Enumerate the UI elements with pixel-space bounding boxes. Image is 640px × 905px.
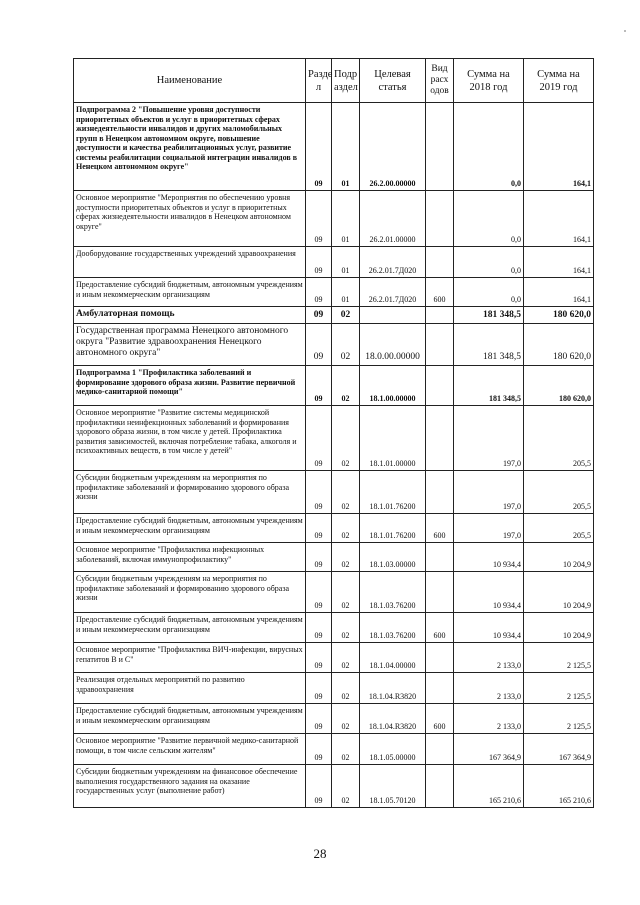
row-name-cell: Предоставление субсидий бюджетным, автономным учреждениям и иным некоммерческим организациям: [74, 613, 306, 643]
row-razdel-cell: 09: [306, 324, 332, 366]
row-expense-type-cell: 600: [426, 278, 454, 307]
row-sum-2019-cell: 2 125,5: [524, 643, 594, 673]
table-row: [74, 471, 594, 514]
row-razdel-cell: 09: [306, 191, 332, 247]
table-row: [74, 514, 594, 543]
row-sum-2019-cell: 165 210,6: [524, 765, 594, 808]
row-expense-type-cell: [426, 324, 454, 366]
row-sum-2019-cell: 10 204,9: [524, 572, 594, 613]
row-target-article-cell: 18.1.04.00000: [360, 643, 426, 673]
table-row: [74, 278, 594, 307]
table-row: [74, 307, 594, 324]
row-sum-2019-cell: 180 620,0: [524, 324, 594, 366]
row-name-cell: Основное мероприятие "Развитие системы медицинской профилактики неинфекционных заболеваний и формирования здорового образа жизни, в том числе у детей. Профилактика развития зависимостей, включая потребление табака, алкоголя и психоактивных веществ, в том числе у детей": [74, 406, 306, 471]
row-name-cell: Реализация отдельных мероприятий по развитию здравоохранения: [74, 673, 306, 704]
header-podrazdel: Подр аздел: [332, 59, 360, 103]
header-sum-2018: Сумма на 2018 год: [454, 59, 524, 103]
row-sum-2018-cell: 10 934,4: [454, 543, 524, 572]
row-name-cell: Субсидии бюджетным учреждениям на мероприятия по профилактике заболеваний и формированию здорового образа жизни: [74, 471, 306, 514]
row-expense-type-cell: [426, 734, 454, 765]
row-sum-2019-cell: 164,1: [524, 103, 594, 191]
row-razdel-cell: 09: [306, 572, 332, 613]
row-sum-2018-cell: 0,0: [454, 278, 524, 307]
row-sum-2018-cell: 197,0: [454, 406, 524, 471]
row-name-cell: Государственная программа Ненецкого автономного округа "Развитие здравоохранения Ненецкого автономного округа": [74, 324, 306, 366]
row-sum-2018-cell: 2 133,0: [454, 673, 524, 704]
table-row: [74, 543, 594, 572]
row-name-cell: Основное мероприятие "Профилактика ВИЧ-инфекции, вирусных гепатитов В и С": [74, 643, 306, 673]
row-sum-2018-cell: 181 348,5: [454, 307, 524, 324]
row-sum-2018-cell: 165 210,6: [454, 765, 524, 808]
row-podrazdel-cell: 02: [332, 704, 360, 734]
table-row: [74, 103, 594, 191]
row-target-article-cell: 18.1.01.00000: [360, 406, 426, 471]
table-row: [74, 673, 594, 704]
row-target-article-cell: 18.1.01.76200: [360, 514, 426, 543]
row-expense-type-cell: [426, 673, 454, 704]
row-name-cell: Субсидии бюджетным учреждениям на мероприятия по профилактике заболеваний и формированию здорового образа жизни: [74, 572, 306, 613]
budget-table-page: [73, 58, 593, 808]
row-target-article-cell: 18.1.00.00000: [360, 366, 426, 406]
row-target-article-cell: 18.1.01.76200: [360, 471, 426, 514]
header-target-article: Целевая статья: [360, 59, 426, 103]
row-target-article-cell: 18.1.05.00000: [360, 734, 426, 765]
row-expense-type-cell: 600: [426, 704, 454, 734]
row-sum-2018-cell: 0,0: [454, 191, 524, 247]
row-razdel-cell: 09: [306, 643, 332, 673]
row-target-article-cell: 18.0.00.00000: [360, 324, 426, 366]
row-sum-2019-cell: 164,1: [524, 247, 594, 278]
row-razdel-cell: 09: [306, 278, 332, 307]
row-expense-type-cell: 600: [426, 514, 454, 543]
row-razdel-cell: 09: [306, 366, 332, 406]
row-sum-2018-cell: 10 934,4: [454, 572, 524, 613]
row-razdel-cell: 09: [306, 673, 332, 704]
row-sum-2019-cell: 164,1: [524, 278, 594, 307]
row-podrazdel-cell: 02: [332, 406, 360, 471]
row-expense-type-cell: [426, 307, 454, 324]
row-expense-type-cell: [426, 366, 454, 406]
row-expense-type-cell: [426, 191, 454, 247]
table-header-row: [74, 59, 594, 103]
table-body: [74, 103, 594, 808]
row-podrazdel-cell: 02: [332, 324, 360, 366]
row-name-cell: Основное мероприятие "Развитие первичной медико-санитарной помощи, в том числе сельским жителям": [74, 734, 306, 765]
row-sum-2018-cell: 2 133,0: [454, 704, 524, 734]
row-razdel-cell: 09: [306, 406, 332, 471]
row-target-article-cell: 18.1.03.76200: [360, 572, 426, 613]
row-target-article-cell: 18.1.03.76200: [360, 613, 426, 643]
row-sum-2018-cell: 181 348,5: [454, 324, 524, 366]
row-sum-2019-cell: 205,5: [524, 514, 594, 543]
row-razdel-cell: 09: [306, 734, 332, 765]
row-sum-2018-cell: 197,0: [454, 471, 524, 514]
row-expense-type-cell: [426, 765, 454, 808]
row-name-cell: Основное мероприятие "Профилактика инфекционных заболеваний, включая иммунопрофилактику": [74, 543, 306, 572]
row-sum-2019-cell: 205,5: [524, 406, 594, 471]
row-expense-type-cell: [426, 643, 454, 673]
row-razdel-cell: 09: [306, 543, 332, 572]
row-sum-2019-cell: 2 125,5: [524, 673, 594, 704]
row-podrazdel-cell: 02: [332, 643, 360, 673]
row-name-cell: Предоставление субсидий бюджетным, автономным учреждениям и иным некоммерческим организациям: [74, 704, 306, 734]
row-sum-2019-cell: 10 204,9: [524, 543, 594, 572]
row-podrazdel-cell: 01: [332, 103, 360, 191]
row-expense-type-cell: [426, 247, 454, 278]
budget-table: [73, 58, 594, 808]
header-name: Наименование: [74, 59, 306, 103]
row-expense-type-cell: 600: [426, 613, 454, 643]
table-row: [74, 643, 594, 673]
row-name-cell: Предоставление субсидий бюджетным, автономным учреждениям и иным некоммерческим организациям: [74, 278, 306, 307]
row-podrazdel-cell: 02: [332, 613, 360, 643]
page-number: 28: [313, 846, 327, 861]
row-podrazdel-cell: 02: [332, 307, 360, 324]
row-sum-2018-cell: 2 133,0: [454, 643, 524, 673]
row-sum-2019-cell: 205,5: [524, 471, 594, 514]
row-podrazdel-cell: 02: [332, 673, 360, 704]
row-razdel-cell: 09: [306, 247, 332, 278]
table-row: [74, 704, 594, 734]
row-name-cell: Подпрограмма 2 "Повышение уровня доступности приоритетных объектов и услуг в приоритетных сферах жизнедеятельности инвалидов и других маломобильных групп в Ненецком автономном округе, повышение доступности и качества реабилитационных услуг, развитие системы реабилитации социальной интеграции инвалидов в Ненецком автономном округе": [74, 103, 306, 191]
row-razdel-cell: 09: [306, 307, 332, 324]
row-target-article-cell: 26.2.01.7Д020: [360, 247, 426, 278]
row-name-cell: Дооборудование государственных учреждений здравоохранения: [74, 247, 306, 278]
row-sum-2019-cell: 167 364,9: [524, 734, 594, 765]
row-sum-2018-cell: 0,0: [454, 103, 524, 191]
row-expense-type-cell: [426, 471, 454, 514]
header-sum-2019: Сумма на 2019 год: [524, 59, 594, 103]
row-razdel-cell: 09: [306, 514, 332, 543]
row-target-article-cell: 18.1.05.70120: [360, 765, 426, 808]
row-expense-type-cell: [426, 572, 454, 613]
row-sum-2019-cell: 180 620,0: [524, 366, 594, 406]
row-sum-2018-cell: 10 934,4: [454, 613, 524, 643]
row-razdel-cell: 09: [306, 704, 332, 734]
table-row: [74, 734, 594, 765]
row-sum-2018-cell: 0,0: [454, 247, 524, 278]
row-sum-2018-cell: 197,0: [454, 514, 524, 543]
table-row: [74, 613, 594, 643]
row-expense-type-cell: [426, 103, 454, 191]
row-razdel-cell: 09: [306, 471, 332, 514]
table-row: [74, 366, 594, 406]
row-sum-2019-cell: 164,1: [524, 191, 594, 247]
row-sum-2018-cell: 181 348,5: [454, 366, 524, 406]
table-row: [74, 572, 594, 613]
row-sum-2019-cell: 10 204,9: [524, 613, 594, 643]
row-sum-2019-cell: 180 620,0: [524, 307, 594, 324]
row-target-article-cell: 18.1.04.R3820: [360, 704, 426, 734]
table-row: [74, 324, 594, 366]
table-row: [74, 406, 594, 471]
row-expense-type-cell: [426, 543, 454, 572]
row-name-cell: Субсидии бюджетным учреждениям на финансовое обеспечение выполнения государственного задания на оказание государственных услуг (выполнение работ): [74, 765, 306, 808]
row-name-cell: Предоставление субсидий бюджетным, автономным учреждениям и иным некоммерческим организациям: [74, 514, 306, 543]
row-target-article-cell: [360, 307, 426, 324]
row-podrazdel-cell: 02: [332, 734, 360, 765]
table-row: [74, 765, 594, 808]
row-podrazdel-cell: 02: [332, 572, 360, 613]
row-target-article-cell: 26.2.00.00000: [360, 103, 426, 191]
table-row: [74, 247, 594, 278]
header-expense-type: Вид расх одов: [426, 59, 454, 103]
row-name-cell: Основное мероприятие "Мероприятия по обеспечению уровня доступности приоритетных объектов и услуг в приоритетных сферах жизнедеятельности инвалидов в Ненецком автономном округе": [74, 191, 306, 247]
row-podrazdel-cell: 02: [332, 543, 360, 572]
row-target-article-cell: 18.1.03.00000: [360, 543, 426, 572]
row-podrazdel-cell: 02: [332, 514, 360, 543]
row-target-article-cell: 18.1.04.R3820: [360, 673, 426, 704]
row-podrazdel-cell: 01: [332, 278, 360, 307]
row-target-article-cell: 26.2.01.00000: [360, 191, 426, 247]
row-razdel-cell: 09: [306, 613, 332, 643]
row-podrazdel-cell: 01: [332, 191, 360, 247]
row-sum-2019-cell: 2 125,5: [524, 704, 594, 734]
row-name-cell: Амбулаторная помощь: [74, 307, 306, 324]
scan-speck: [624, 30, 626, 32]
row-sum-2018-cell: 167 364,9: [454, 734, 524, 765]
row-expense-type-cell: [426, 406, 454, 471]
row-name-cell: Подпрограмма 1 "Профилактика заболеваний и формирование здорового образа жизни. Развитие первичной медико-санитарной помощи": [74, 366, 306, 406]
header-razdel: Разде л: [306, 59, 332, 103]
row-podrazdel-cell: 02: [332, 471, 360, 514]
row-target-article-cell: 26.2.01.7Д020: [360, 278, 426, 307]
row-podrazdel-cell: 01: [332, 247, 360, 278]
table-row: [74, 191, 594, 247]
row-podrazdel-cell: 02: [332, 765, 360, 808]
row-podrazdel-cell: 02: [332, 366, 360, 406]
row-razdel-cell: 09: [306, 103, 332, 191]
row-razdel-cell: 09: [306, 765, 332, 808]
